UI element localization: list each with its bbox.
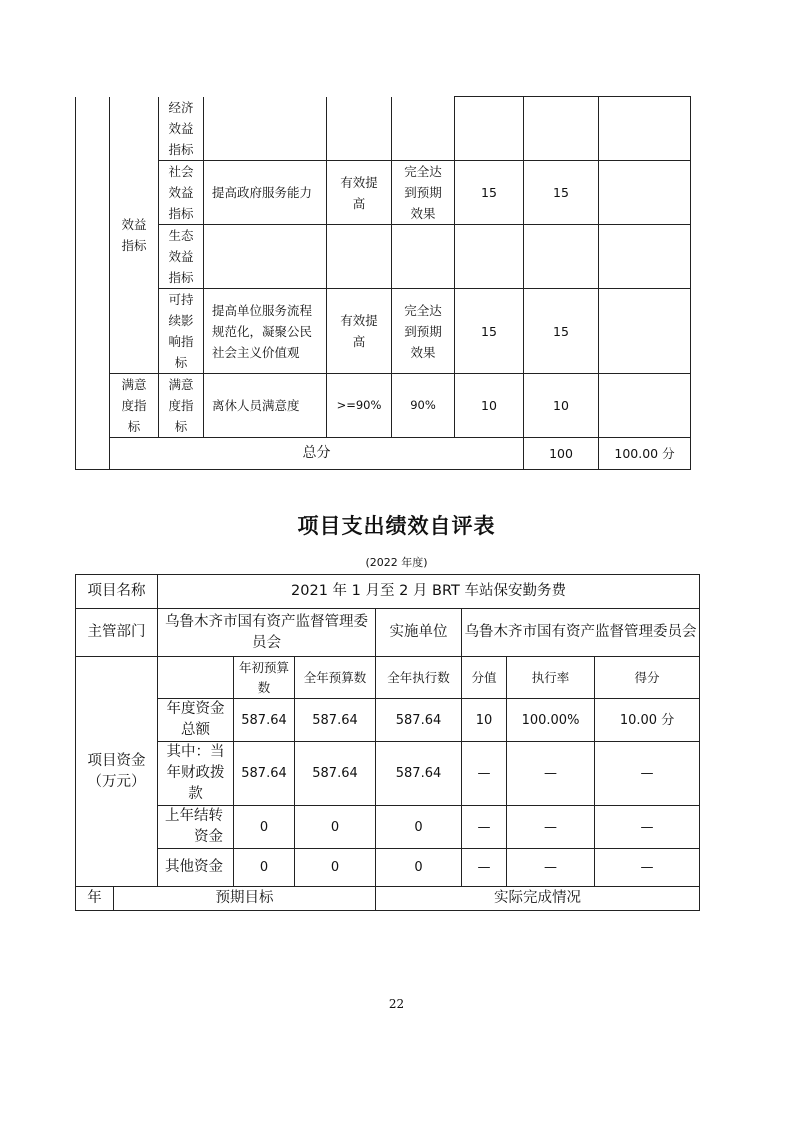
goals-header-row bbox=[76, 887, 700, 911]
actual-cell bbox=[392, 97, 455, 161]
funds-label-cell bbox=[76, 657, 158, 887]
note-cell bbox=[599, 289, 691, 374]
dept-label: 主管部门 bbox=[76, 609, 158, 657]
fund-cell: — bbox=[595, 849, 700, 887]
funds-blank-header bbox=[158, 657, 234, 699]
indicator-label: 可持续影响指标 bbox=[168, 292, 194, 370]
fund-row bbox=[76, 849, 700, 887]
fund-cell: 10 bbox=[462, 699, 507, 742]
fund-cell: — bbox=[462, 742, 507, 806]
target-cell bbox=[327, 225, 392, 289]
indicator-cell bbox=[159, 289, 204, 374]
target-cell bbox=[327, 289, 392, 374]
actual-cell: 90% bbox=[392, 374, 455, 438]
indicator-label: 生态效益指标 bbox=[168, 228, 194, 285]
actual-cell bbox=[392, 289, 455, 374]
total-weight: 100 bbox=[524, 438, 599, 470]
indicator-cell bbox=[159, 374, 204, 438]
table-row bbox=[76, 289, 691, 374]
fund-cell: 100.00% bbox=[507, 699, 595, 742]
content-cell bbox=[204, 97, 327, 161]
header-cell: 年初预算数 bbox=[234, 657, 295, 699]
note-cell bbox=[599, 97, 691, 161]
fund-cell: 587.64 bbox=[376, 742, 462, 806]
fund-cell: 587.64 bbox=[376, 699, 462, 742]
actual-completion-label: 实际完成情况 bbox=[376, 887, 700, 911]
dept-row bbox=[76, 609, 700, 657]
fund-cell: — bbox=[507, 742, 595, 806]
fund-cell: 0 bbox=[234, 849, 295, 887]
total-row bbox=[76, 438, 691, 470]
fund-cell: 587.64 bbox=[295, 742, 376, 806]
year-label: (2022 年度) bbox=[365, 556, 428, 569]
score-cell bbox=[524, 97, 599, 161]
actual-cell bbox=[392, 225, 455, 289]
project-name-row bbox=[76, 575, 700, 609]
benefit-indicator-table bbox=[75, 96, 691, 470]
fund-cell: — bbox=[462, 806, 507, 849]
fund-cell: 587.64 bbox=[295, 699, 376, 742]
actual-label: 完全达到预期效果 bbox=[404, 302, 442, 360]
content-cell bbox=[204, 225, 327, 289]
fund-cell: 587.64 bbox=[234, 699, 295, 742]
score-cell: 10 bbox=[524, 374, 599, 438]
project-name-value: 2021 年 1 月至 2 月 BRT 车站保安勤务费 bbox=[158, 575, 700, 609]
actual-label: 完全达到预期效果 bbox=[404, 164, 442, 221]
note-cell bbox=[599, 225, 691, 289]
indicator-label: 社会效益指标 bbox=[168, 164, 194, 221]
fund-cell: 0 bbox=[376, 849, 462, 887]
weight-cell bbox=[455, 97, 524, 161]
target-cell bbox=[327, 161, 392, 225]
indicator-cell bbox=[159, 225, 204, 289]
table-row bbox=[76, 97, 691, 161]
target-label: 有效提高 bbox=[340, 313, 378, 349]
weight-cell: 15 bbox=[455, 289, 524, 374]
fund-row bbox=[76, 806, 700, 849]
category-satisfaction-label: 满意度指标 bbox=[121, 377, 147, 434]
year-cell: 年 bbox=[76, 887, 114, 911]
fund-cell: 587.64 bbox=[234, 742, 295, 806]
table-row bbox=[76, 374, 691, 438]
dept-value: 乌鲁木齐市国有资产监督管理委员会 bbox=[158, 609, 376, 657]
table-row bbox=[76, 161, 691, 225]
funds-label: 项目资金（万元） bbox=[87, 752, 146, 790]
indicator-label: 经济效益指标 bbox=[168, 99, 194, 157]
fund-cell: 0 bbox=[295, 849, 376, 887]
impl-value: 乌鲁木齐市国有资产监督管理委员会 bbox=[462, 609, 700, 657]
score-cell bbox=[524, 225, 599, 289]
expected-goal-label: 预期目标 bbox=[114, 887, 376, 911]
category-satisfaction-cell bbox=[110, 374, 159, 438]
blank-level1-cell bbox=[76, 97, 110, 470]
content-cell: 离休人员满意度 bbox=[204, 374, 327, 438]
content-cell: 提高政府服务能力 bbox=[204, 161, 327, 225]
project-performance-table bbox=[75, 574, 700, 911]
fund-cell: — bbox=[595, 742, 700, 806]
fund-row-label bbox=[158, 806, 234, 849]
score-cell: 15 bbox=[524, 289, 599, 374]
fund-row bbox=[76, 742, 700, 806]
weight-cell: 15 bbox=[455, 161, 524, 225]
indicator-cell bbox=[159, 161, 204, 225]
fund-row-label: 年度资金总额 bbox=[158, 699, 234, 742]
project-name-label: 项目名称 bbox=[76, 575, 158, 609]
page-number: 22 bbox=[388, 997, 405, 1011]
total-label: 总分 bbox=[110, 438, 524, 470]
total-score: 100.00 分 bbox=[599, 438, 691, 470]
fund-row-label: 其他资金 bbox=[158, 849, 234, 887]
indicator-label: 满意度指标 bbox=[168, 377, 194, 434]
target-label: 有效提高 bbox=[340, 174, 378, 211]
score-cell: 15 bbox=[524, 161, 599, 225]
table-row bbox=[76, 225, 691, 289]
fund-cell: — bbox=[462, 849, 507, 887]
page-title: 项目支出绩效自评表 bbox=[297, 514, 496, 538]
target-cell: >=90% bbox=[327, 374, 392, 438]
weight-cell: 10 bbox=[455, 374, 524, 438]
header-cell: 全年预算数 bbox=[295, 657, 376, 699]
target-cell bbox=[327, 97, 392, 161]
fund-cell: — bbox=[595, 806, 700, 849]
note-cell bbox=[599, 374, 691, 438]
category-benefit-label: 效益指标 bbox=[121, 216, 147, 253]
header-cell: 得分 bbox=[595, 657, 700, 699]
content-cell: 提高单位服务流程规范化，凝聚公民社会主义价值观 bbox=[204, 289, 327, 374]
fund-cell: 10.00 分 bbox=[595, 699, 700, 742]
fund-row bbox=[76, 699, 700, 742]
fund-row-label-text: 上年结转资金 bbox=[165, 808, 223, 845]
header-cell: 分值 bbox=[462, 657, 507, 699]
category-benefit-cell bbox=[110, 97, 159, 374]
fund-cell: 0 bbox=[295, 806, 376, 849]
fund-row-label: 其中：当年财政拨款 bbox=[158, 742, 234, 806]
fund-cell: — bbox=[507, 849, 595, 887]
impl-label: 实施单位 bbox=[376, 609, 462, 657]
indicator-cell bbox=[159, 97, 204, 161]
header-cell: 执行率 bbox=[507, 657, 595, 699]
actual-cell bbox=[392, 161, 455, 225]
header-cell: 全年执行数 bbox=[376, 657, 462, 699]
weight-cell bbox=[455, 225, 524, 289]
fund-cell: 0 bbox=[234, 806, 295, 849]
fund-cell: — bbox=[507, 806, 595, 849]
fund-cell: 0 bbox=[376, 806, 462, 849]
funds-header-row bbox=[76, 657, 700, 699]
note-cell bbox=[599, 161, 691, 225]
